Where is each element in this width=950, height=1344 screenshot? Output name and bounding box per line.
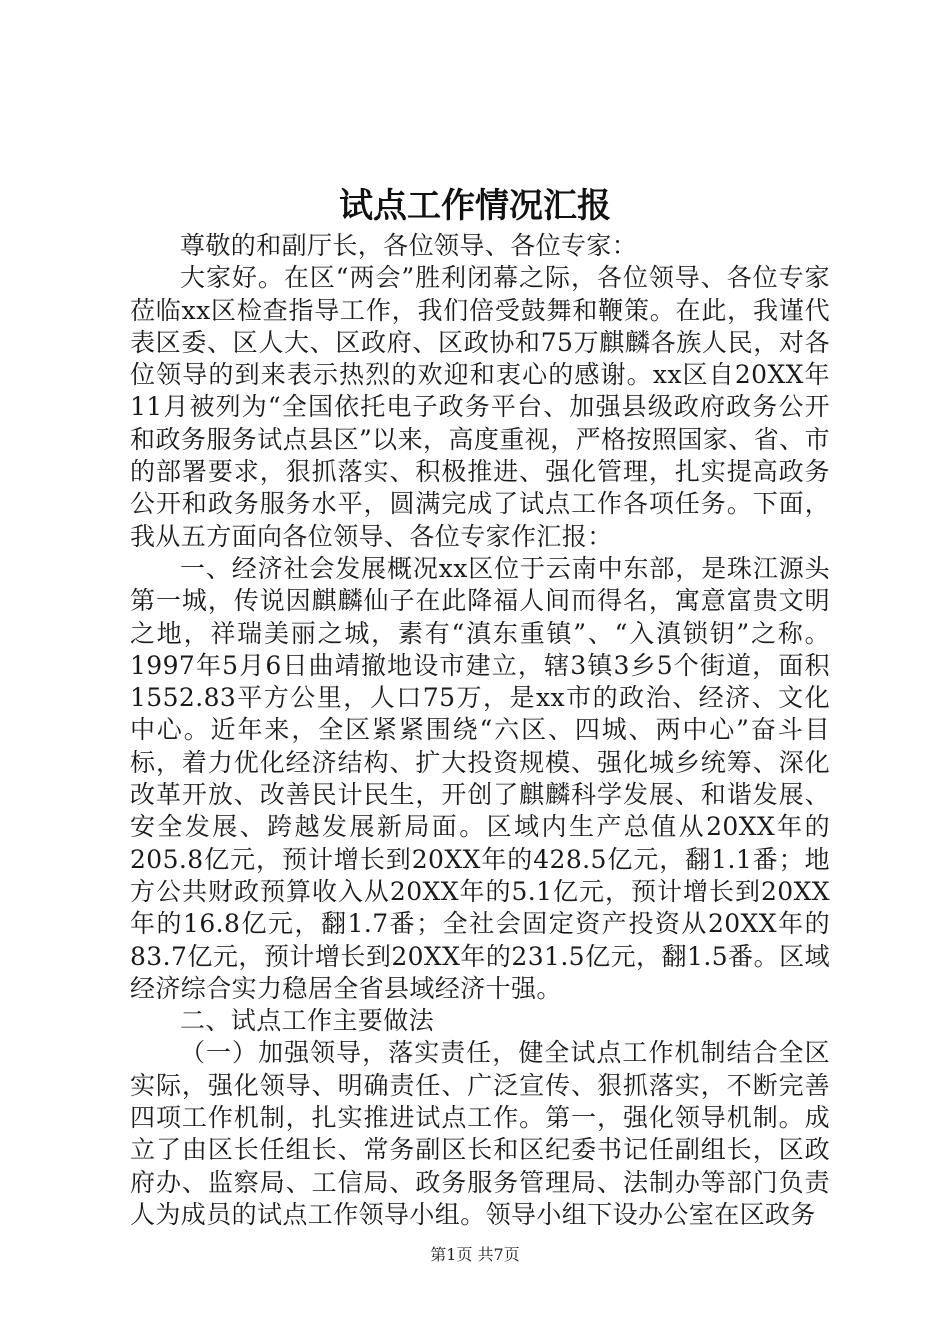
intro-paragraph: 大家好。在区“两会”胜利闭幕之际，各位领导、各位专家莅临xx区检查指导工作，我们倍受鼓舞和鞭策。在此，我谨代表区委、区人大、区政府、区政协和75万麒麟各族人民，对各位领导的到来表示热烈的欢迎和衷心的感谢。xx区自20XX年11月被列为“全国依托电子政务平台、加强县级政府政务公开和政务服务试点县区”以来，高度重视，严格按照国家、省、市的部署要求，狠抓落实、积极推进、强化管理，扎实提高政务公开和政务服务水平，圆满完成了试点工作各项任务。下面，我从五方面向各位领导、各位专家作汇报： (130, 263, 830, 551)
page-number-footer: 第1页 共7页 (430, 1245, 520, 1264)
section-heading: 二、试点工作主要做法 (180, 1006, 435, 1036)
salutation-paragraph: 尊敬的和副厅长，各位领导、各位专家： (180, 231, 638, 260)
document-title: 试点工作情况汇报 (339, 186, 611, 226)
document-body (130, 230, 830, 1231)
overview-paragraph: 一、经济社会发展概况xx区位于云南中东部，是珠江源头第一城，传说因麒麟仙子在此降福人间而得名，寓意富贵文明之地，祥瑞美丽之城，素有“滇东重镇”、“入滇锁钥”之称。1997年5月6日曲靖撤地设市建立，辖3镇3乡5个街道，面积1552.83平方公里，人口75万，是xx市的政治、经济、文化中心。近年来，全区紧紧围绕“六区、四城、两中心”奋斗目标，着力优化经济结构、扩大投资规模、强化城乡统筹、深化改革开放、改善民计民生，开创了麒麟科学发展、和谐发展、安全发展、跨越发展新局面。区域内生产总值从20XX年的205.8亿元，预计增长到20XX年的428.5亿元，翻1.1番；地方公共财政预算收入从20XX年的5.1亿元，预计增长到20XX年的16.8亿元，翻1.7番；全社会固定资产投资从20XX年的83.7亿元，预计增长到20XX年的231.5亿元，翻1.5番。区域经济综合实力稳居全省县域经济十强。 (130, 553, 830, 1003)
methods-paragraph: （一）加强领导，落实责任，健全试点工作机制结合全区实际，强化领导、明确责任、广泛宣传、狠抓落实，不断完善四项工作机制，扎实推进试点工作。第一，强化领导机制。成立了由区长任组长、常务副区长和区纪委书记任副组长，区政府办、监察局、工信局、政务服务管理局、法制办等部门负责人为成员的试点工作领导小组。领导小组下设办公室在区政务 (130, 1038, 830, 1229)
